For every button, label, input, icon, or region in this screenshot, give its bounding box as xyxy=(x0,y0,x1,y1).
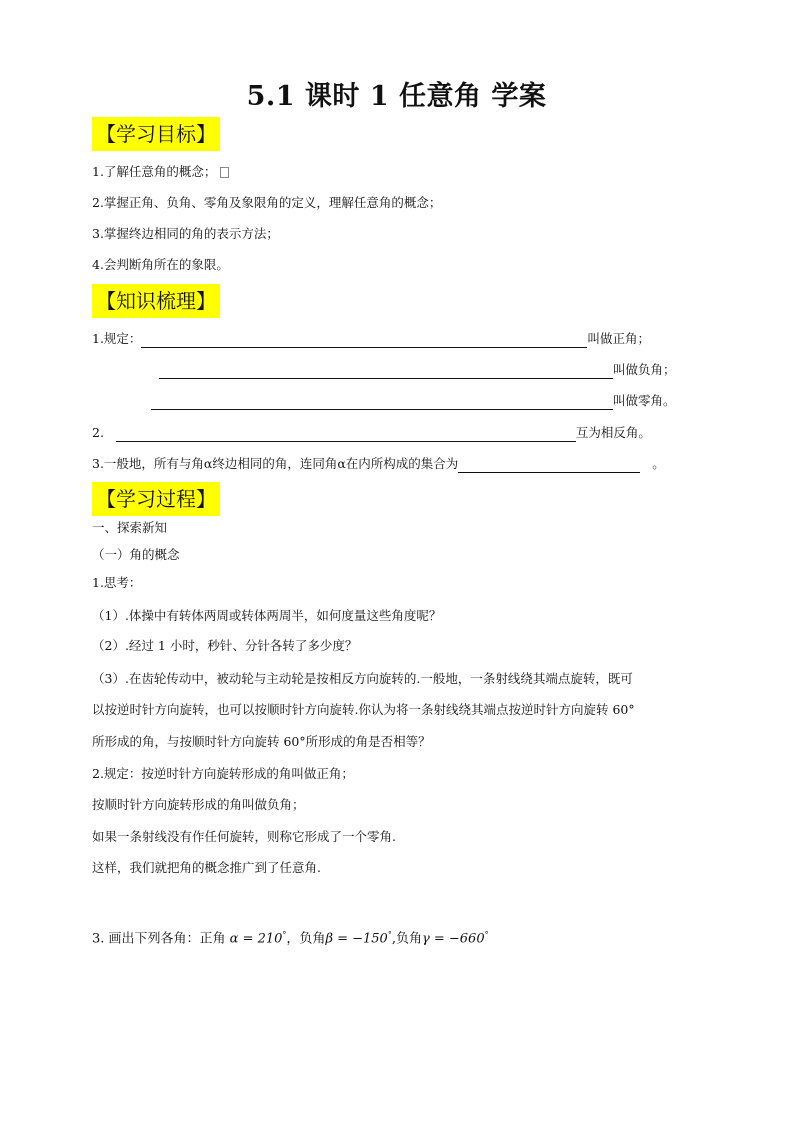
blank-line[interactable] xyxy=(116,427,576,442)
blank-line[interactable] xyxy=(159,364,613,379)
question-3-line-3: 所形成的角，与按顺时针方向旋转 60°所形成的角是否相等？ xyxy=(92,734,431,749)
blank-line[interactable] xyxy=(151,395,613,410)
rule-4: 这样，我们就把角的概念推广到了任意角. xyxy=(92,860,321,875)
knowledge-line-3: 叫做零角。 xyxy=(151,392,676,410)
goal-item: 1.了解任意角的概念； xyxy=(92,163,229,181)
page-title: 5.1 课时 1 任意角 学案 xyxy=(246,81,547,112)
blank-line[interactable] xyxy=(458,458,640,473)
question-1: （1）.体操中有转体两周或转体两周半，如何度量这些角度呢？ xyxy=(92,608,442,623)
process-subheading: （一）角的概念 xyxy=(92,547,180,562)
question-3-line-2: 以按逆时针方向旋转，也可以按顺时针方向旋转.你认为将一条射线绕其端点按逆时针方向旋转 60° xyxy=(92,702,635,717)
goal-item: 3.掌握终边相同的角的表示方法； xyxy=(92,226,279,241)
rule-2: 按顺时针方向旋转形成的角叫做负角； xyxy=(92,797,305,812)
question-3-line-1: （3）.在齿轮传动中，被动轮与主动轮是按相反方向旋转的.一般地，一条射线绕其端点旋转，既可 xyxy=(92,671,633,686)
beta-expression: β = −150 xyxy=(325,931,388,947)
section-heading-process: 【学习过程】 xyxy=(92,482,220,516)
rule-3: 如果一条射线没有作任何旋转，则称它形成了一个零角. xyxy=(92,829,396,844)
knowledge-line-1: 1.规定： 叫做正角； xyxy=(92,331,650,346)
section-heading-knowledge: 【知识梳理】 xyxy=(92,284,220,318)
knowledge-line-2: 叫做负角； xyxy=(159,361,676,379)
rule-1: 2.规定：按逆时针方向旋转形成的角叫做正角； xyxy=(92,766,354,781)
section-heading-goals: 【学习目标】 xyxy=(92,117,220,151)
knowledge-line-5: 3.一般地，所有与角α终边相同的角，连同角α在内所构成的集合为 。 xyxy=(92,456,665,471)
alpha-expression: α = 210 xyxy=(229,931,283,947)
knowledge-line-4: 2. 互为相反角。 xyxy=(92,425,651,440)
placeholder-box-icon xyxy=(220,167,229,178)
blank-line[interactable] xyxy=(141,333,587,348)
draw-angles-task: 3. 画出下列各角：正角 α = 210°，负角β = −150°,负角γ = −660° xyxy=(92,930,489,947)
process-think: 1.思考： xyxy=(92,575,142,590)
goal-item: 2.掌握正角、负角、零角及象限角的定义，理解任意角的概念； xyxy=(92,195,442,210)
process-heading: 一、探索新知 xyxy=(92,520,168,535)
question-2: （2）.经过 1 小时，秒针、分针各转了多少度？ xyxy=(92,638,358,653)
gamma-expression: γ = −660 xyxy=(421,931,485,947)
goal-item: 4.会判断角所在的象限。 xyxy=(92,257,229,272)
